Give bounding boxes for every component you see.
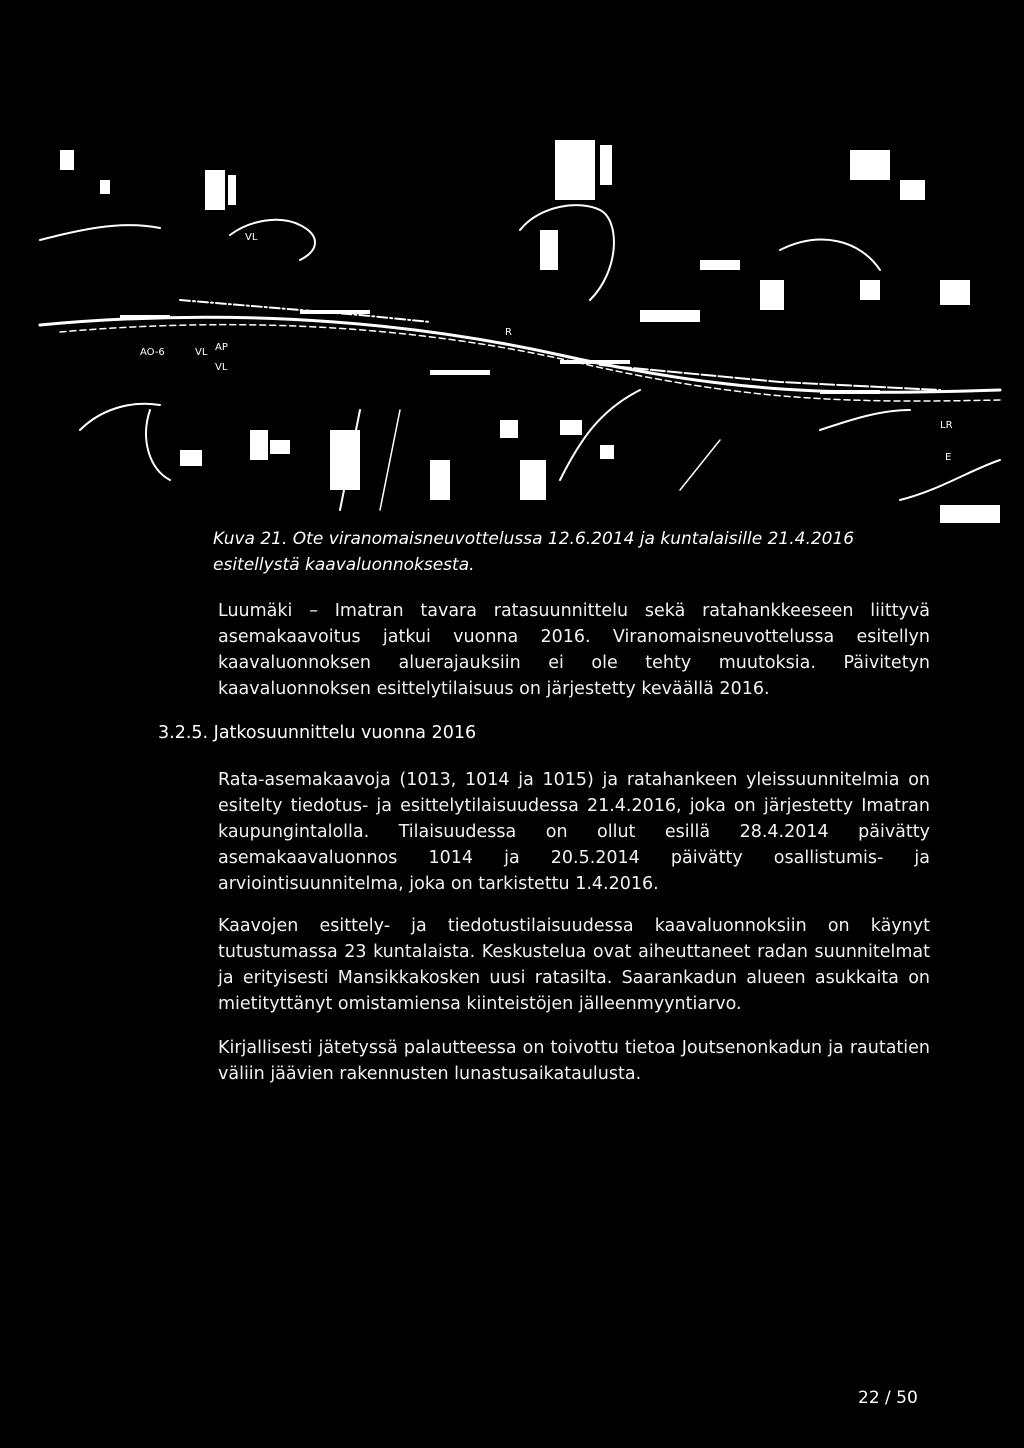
map-label: R: [505, 327, 512, 338]
plan-map-image: [0, 110, 1024, 530]
paragraph-1: Luumäki – Imatran tavara ratasuunnittelu sekä ratahankkeeseen liittyvä asemakaavoitus jatkui vuonna 2016. Viranomaisneuvottelussa esitellyn kaavaluonnoksen aluerajauksiin ei ole tehty muutoksia. Päivitetyn kaavaluonnoksen esittelytilaisuus on järjestetty keväällä 2016.: [218, 601, 930, 699]
map-label: VL: [215, 362, 228, 373]
map-label: VL: [195, 347, 208, 358]
figure-caption: Kuva 21. Ote viranomaisneuvottelussa 12.6.2014 ja kuntalaisille 21.4.2016 esitellystä kaavaluonnoksesta.: [213, 529, 855, 575]
page-number: 22 / 50: [858, 1388, 918, 1408]
map-label: AP: [215, 342, 228, 353]
map-label: VL: [245, 232, 258, 243]
plan-map-drawing: [0, 110, 1024, 530]
map-label: E: [945, 452, 952, 463]
paragraph-4: Kirjallisesti jätetyssä palautteessa on toivottu tietoa Joutsenonkadun ja rautatien väliin jäävien rakennusten lunastusaikataulusta.: [218, 1038, 930, 1084]
paragraph-2: Rata-asemakaavoja (1013, 1014 ja 1015) ja ratahankeen yleissuunnitelmia on esitelty tiedotus- ja esittelytilaisuudessa 21.4.2016, joka on järjestetty Imatran kaupungintalolla. Tilaisuudessa on ollut esillä 28.4.2014 päivätty asemakaavaluonnos 1014 ja 20.5.2014 päivätty osallistumis- ja arviointisuunnitelma, joka on tarkistettu 1.4.2016.: [218, 770, 930, 894]
railway-line: [40, 317, 1000, 392]
map-label: AO-6: [140, 347, 165, 358]
map-label: LR: [940, 420, 953, 431]
paragraph-3: Kaavojen esittely- ja tiedotustilaisuudessa kaavaluonnoksiin on käynyt tutustumassa 23 kuntalaista. Keskustelua ovat aiheuttaneet radan suunnitelmat ja erityisesti Mansikkakosken uusi ratasilta. Saarankadun alueen asukkaita on mietityttänyt omistamiensa kiinteistöjen jälleenmyyntiarvo.: [218, 916, 930, 1014]
section-heading: 3.2.5. Jatkosuunnittelu vuonna 2016: [158, 723, 477, 743]
